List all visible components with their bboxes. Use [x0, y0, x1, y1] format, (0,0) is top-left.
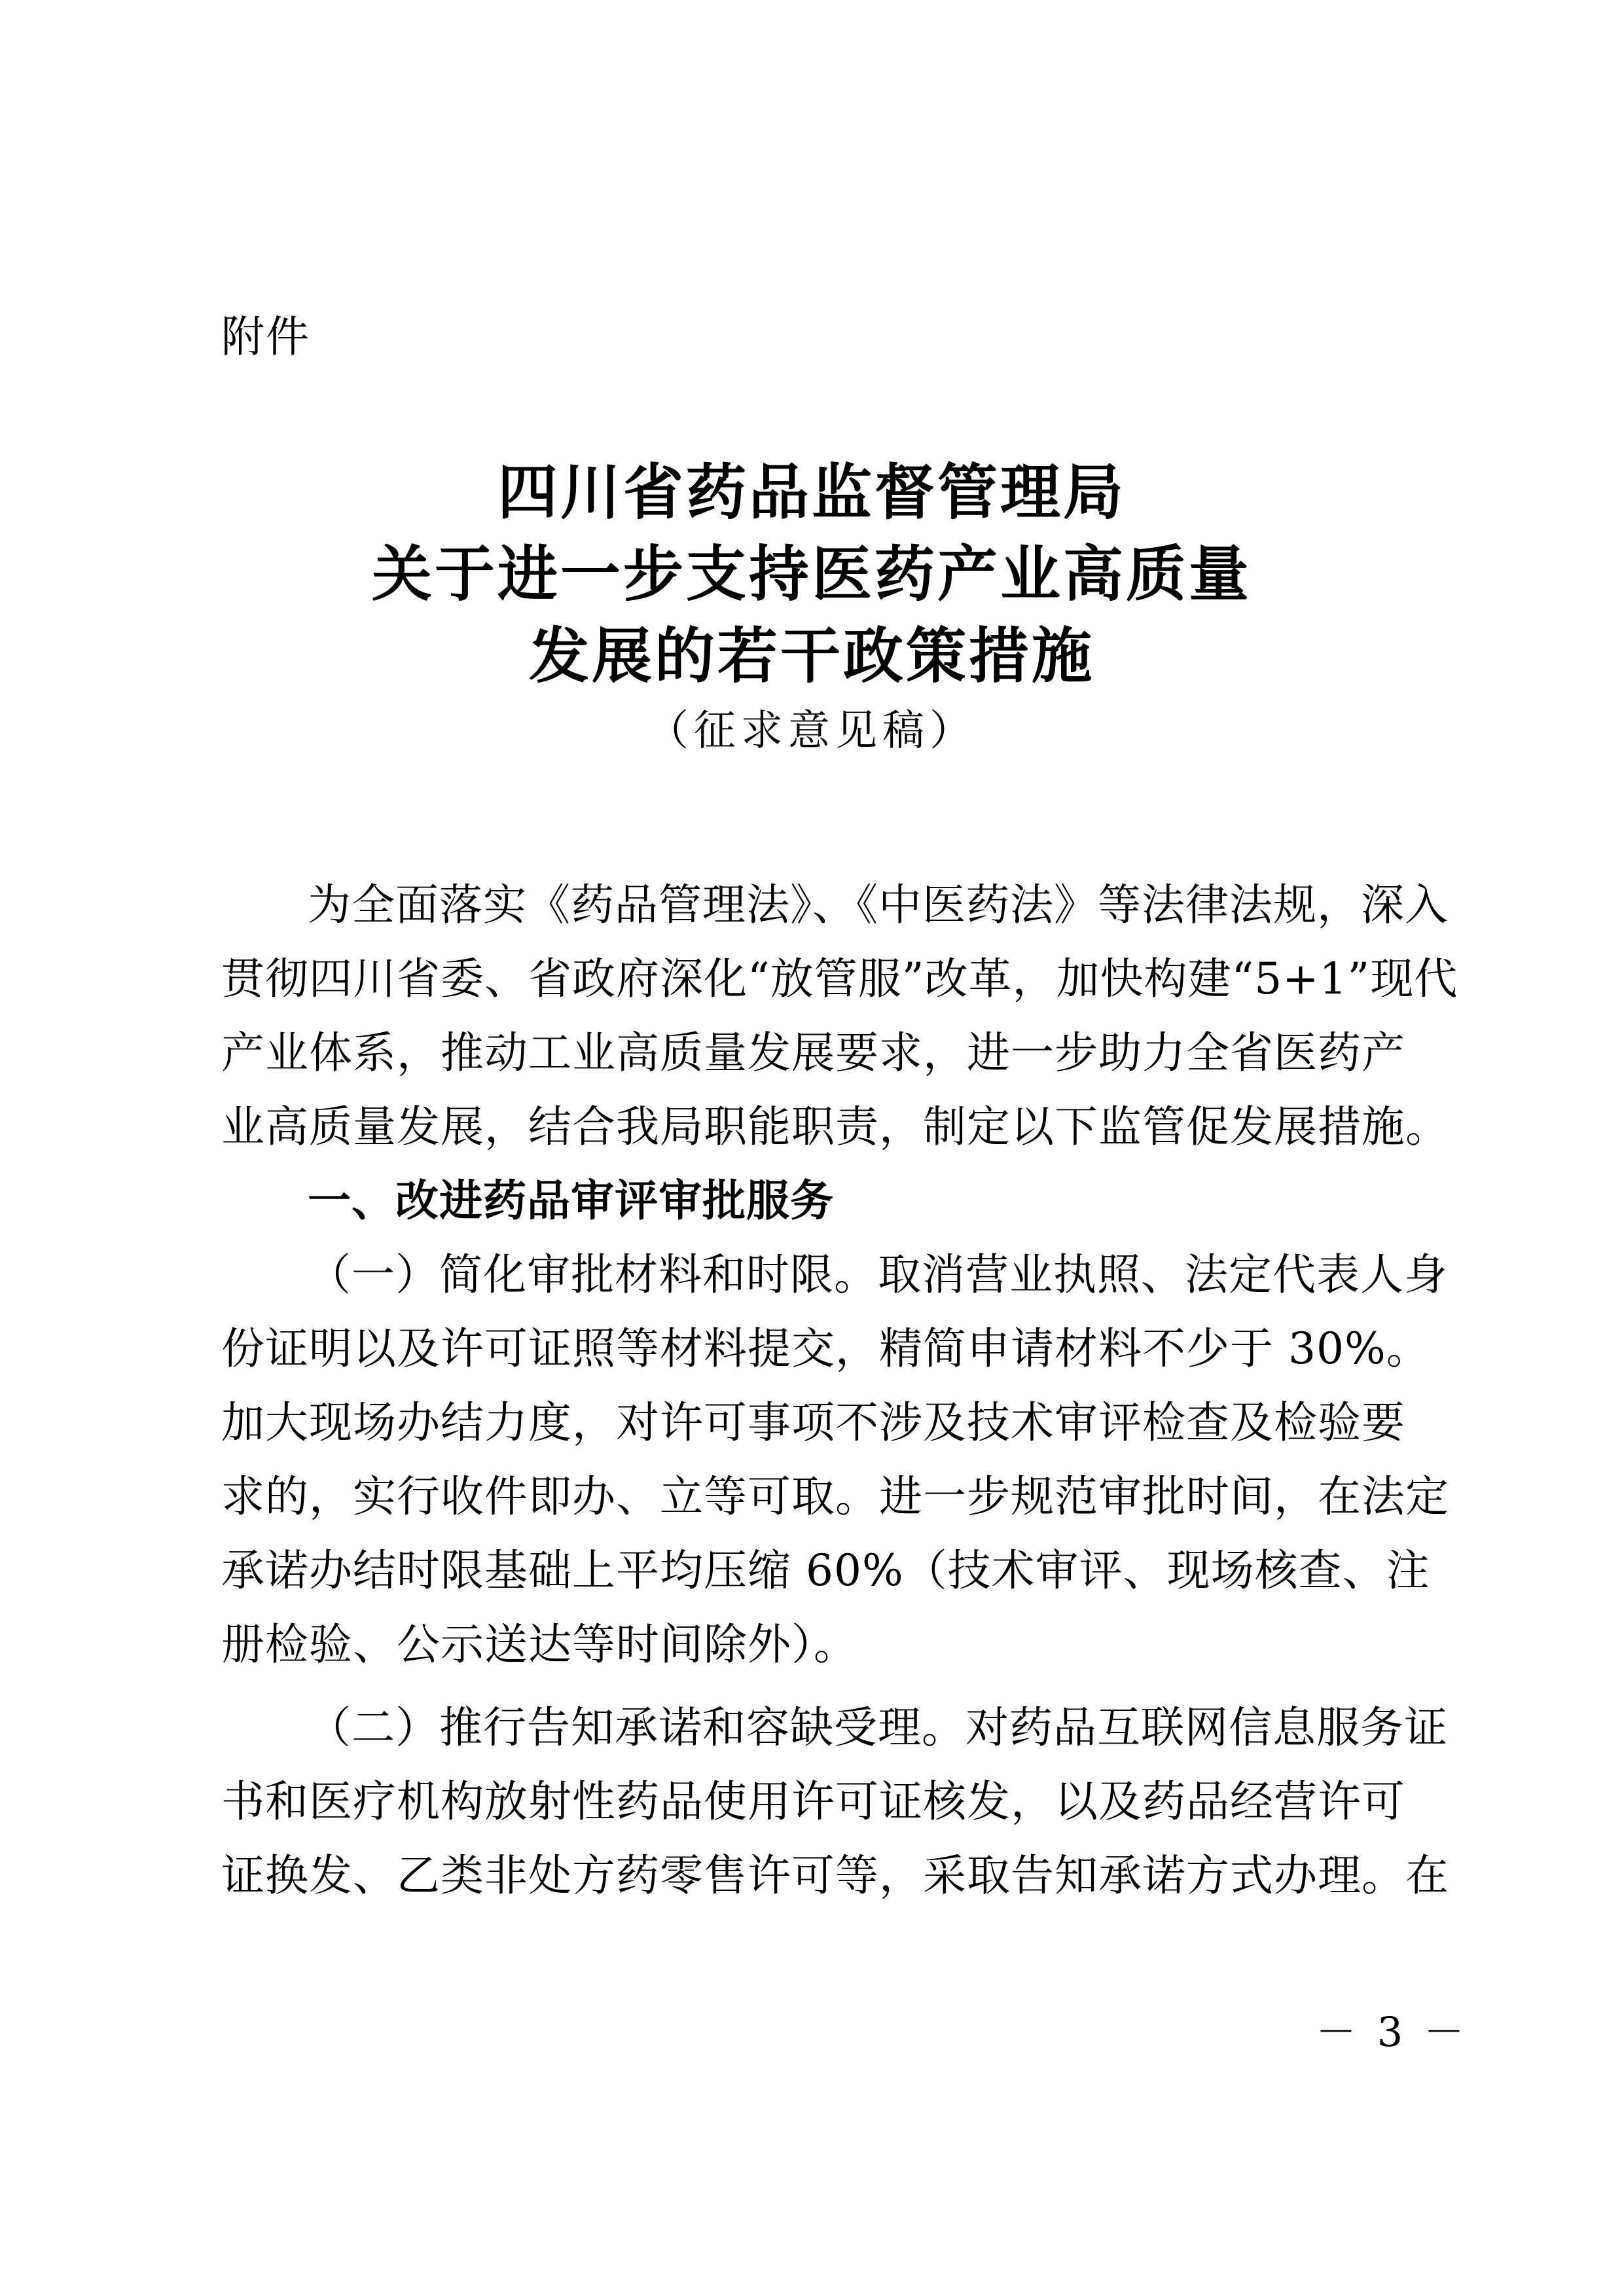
- title-line: 发展的若干政策措施: [528, 620, 1094, 691]
- document-body: [221, 868, 1458, 1912]
- paragraph-line: 证换发、乙类非处方药零售许可等，采取告知承诺方式办理。在: [221, 1850, 1449, 1901]
- page-number: － 3 －: [1316, 2008, 1468, 2056]
- intro-paragraph: [221, 868, 1458, 1164]
- title-line: 关于进一步支持医药产业高质量: [371, 539, 1252, 609]
- paragraph-line: 为全面落实《药品管理法》、《中医药法》等法律法规，深入: [308, 880, 1449, 930]
- document-title: [221, 452, 1402, 764]
- paragraph-line: （二）推行告知承诺和容缺受理。对药品互联网信息服务证: [308, 1702, 1448, 1753]
- paragraph-line: 业高质量发展，结合我局职能职责，制定以下监管促发展措施。: [221, 1102, 1449, 1152]
- paragraph-spacer: [221, 1681, 1402, 1691]
- paragraph-line: 加大现场办结力度，对许可事项不涉及技术审评检查及检验要: [221, 1397, 1405, 1448]
- paragraph-line: 贯彻四川省委、省政府深化“放管服”改革，加快构建“5+1”现代: [221, 954, 1458, 1004]
- attachment-label: 附件: [221, 312, 310, 362]
- paragraph-line: 书和医疗机构放射性药品使用许可证核发，以及药品经营许可: [221, 1776, 1405, 1827]
- document-subtitle: （征求意见稿）: [647, 707, 977, 755]
- paragraph-line: 求的，实行收件即办、立等可取。进一步规范审批时间，在法定: [221, 1471, 1449, 1522]
- item-2-paragraph: [221, 1691, 1449, 1912]
- paragraph-line: 承诺办结时限基础上平均压缩 60%（技术审评、现场核查、注: [221, 1545, 1430, 1596]
- item-1-paragraph: [221, 1238, 1449, 1681]
- section-heading: 一、改进药品审评审批服务: [308, 1175, 834, 1226]
- paragraph-line: 产业体系，推动工业高质量发展要求，进一步助力全省医药产: [221, 1028, 1405, 1078]
- paragraph-line: 份证明以及许可证照等材料提交，精简申请材料不少于 30%。: [221, 1323, 1430, 1374]
- paragraph-line: 册检验、公示送达等时间除外）。: [221, 1619, 857, 1670]
- title-line: 四川省药品监督管理局: [497, 457, 1126, 528]
- paragraph-line: （一）简化审批材料和时限。取消营业执照、法定代表人身: [308, 1249, 1448, 1300]
